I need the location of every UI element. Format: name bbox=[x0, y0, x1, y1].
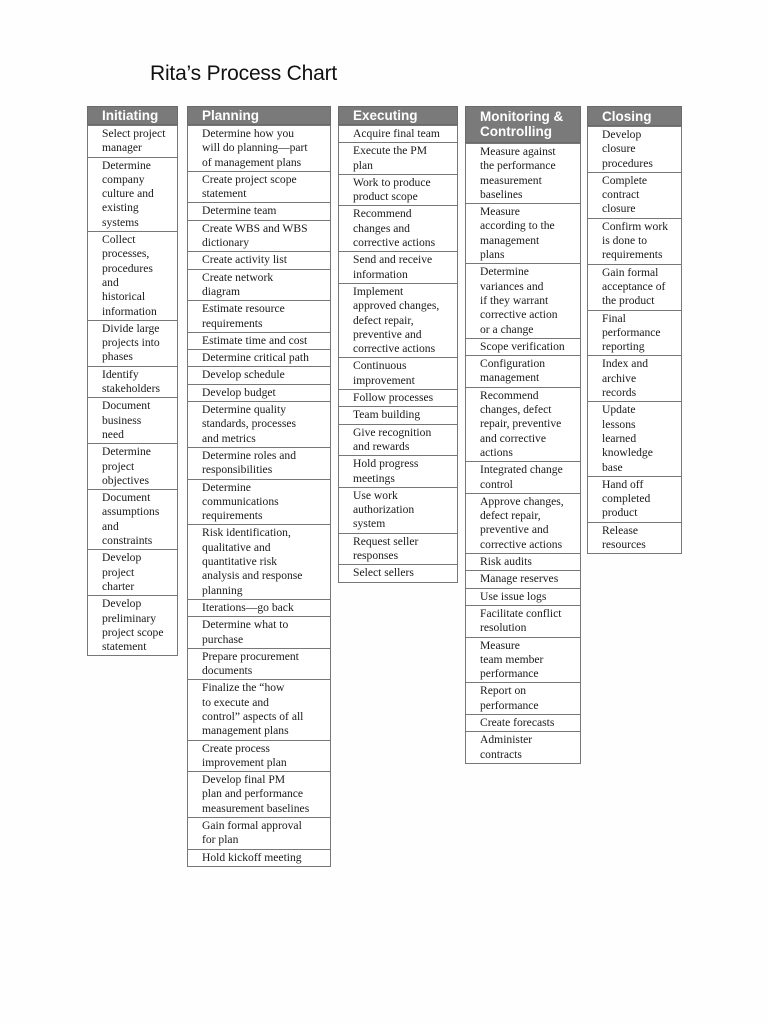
process-item: Request seller responses bbox=[338, 534, 458, 566]
column-executing bbox=[338, 106, 458, 583]
process-item: Determine quality standards, processes and metrics bbox=[187, 402, 331, 448]
process-item: Recommend changes, defect repair, preventive and corrective actions bbox=[465, 388, 581, 462]
process-item: Determine critical path bbox=[187, 350, 331, 367]
page-title: Rita’s Process Chart bbox=[150, 62, 338, 85]
process-item: Hold kickoff meeting bbox=[187, 850, 331, 867]
process-item: Determine project objectives bbox=[87, 444, 178, 490]
process-item: Facilitate conflict resolution bbox=[465, 606, 581, 638]
process-item: Estimate time and cost bbox=[187, 333, 331, 350]
process-item: Measure against the performance measurement baselines bbox=[465, 143, 581, 204]
process-item: Document assumptions and constraints bbox=[87, 490, 178, 550]
process-item: Release resources bbox=[587, 523, 682, 555]
process-item: Select project manager bbox=[87, 125, 178, 158]
process-item: Determine team bbox=[187, 203, 331, 220]
column-initiating bbox=[87, 106, 178, 656]
column-planning bbox=[187, 106, 331, 867]
process-item: Use issue logs bbox=[465, 589, 581, 606]
process-list bbox=[465, 143, 581, 764]
column-monitoring-controlling bbox=[465, 106, 581, 764]
process-item: Integrated change control bbox=[465, 462, 581, 494]
process-item: Determine communications requirements bbox=[187, 480, 331, 526]
process-item: Estimate resource requirements bbox=[187, 301, 331, 333]
process-item: Index and archive records bbox=[587, 356, 682, 402]
process-item: Determine roles and responsibilities bbox=[187, 448, 331, 480]
column-header: Closing bbox=[587, 106, 682, 126]
column-closing bbox=[587, 106, 682, 554]
process-item: Create project scope statement bbox=[187, 172, 331, 204]
process-list bbox=[338, 125, 458, 583]
process-item: Confirm work is done to requirements bbox=[587, 219, 682, 265]
process-item: Create process improvement plan bbox=[187, 741, 331, 773]
process-item: Finalize the “how to execute and control” aspects of all management plans bbox=[187, 680, 331, 740]
column-header: Planning bbox=[187, 106, 331, 125]
process-item: Create WBS and WBS dictionary bbox=[187, 221, 331, 253]
process-item: Hand off completed product bbox=[587, 477, 682, 523]
process-item: Manage reserves bbox=[465, 571, 581, 588]
process-item: Iterations—go back bbox=[187, 600, 331, 617]
process-item: Develop preliminary project scope statement bbox=[87, 596, 178, 656]
process-item: Hold progress meetings bbox=[338, 456, 458, 488]
process-item: Risk identification, qualitative and quantitative risk analysis and response planning bbox=[187, 525, 331, 599]
process-item: Determine how you will do planning—part of management plans bbox=[187, 125, 331, 172]
process-item: Gain formal acceptance of the product bbox=[587, 265, 682, 311]
process-list bbox=[87, 125, 178, 656]
process-item: Work to produce product scope bbox=[338, 175, 458, 207]
process-item: Send and receive information bbox=[338, 252, 458, 284]
process-item: Implement approved changes, defect repair, preventive and corrective actions bbox=[338, 284, 458, 358]
process-item: Divide large projects into phases bbox=[87, 321, 178, 367]
process-item: Continuous improvement bbox=[338, 358, 458, 390]
process-item: Prepare procurement documents bbox=[187, 649, 331, 681]
process-item: Gain formal approval for plan bbox=[187, 818, 331, 850]
process-item: Measure according to the management plans bbox=[465, 204, 581, 264]
process-item: Create network diagram bbox=[187, 270, 331, 302]
process-item: Determine variances and if they warrant corrective action or a change bbox=[465, 264, 581, 338]
process-item: Develop budget bbox=[187, 385, 331, 402]
process-item: Complete contract closure bbox=[587, 173, 682, 219]
process-item: Create activity list bbox=[187, 252, 331, 269]
process-item: Follow processes bbox=[338, 390, 458, 407]
process-item: Configuration management bbox=[465, 356, 581, 388]
process-item: Final performance reporting bbox=[587, 311, 682, 357]
process-item: Develop final PM plan and performance measurement baselines bbox=[187, 772, 331, 818]
process-item: Develop closure procedures bbox=[587, 126, 682, 173]
process-item: Scope verification bbox=[465, 339, 581, 356]
process-item: Execute the PM plan bbox=[338, 143, 458, 175]
process-item: Update lessons learned knowledge base bbox=[587, 402, 682, 476]
process-item: Determine company culture and existing systems bbox=[87, 158, 178, 232]
process-item: Determine what to purchase bbox=[187, 617, 331, 649]
column-header: Monitoring & Controlling bbox=[465, 106, 581, 143]
process-item: Report on performance bbox=[465, 683, 581, 715]
process-item: Measure team member performance bbox=[465, 638, 581, 684]
process-item: Recommend changes and corrective actions bbox=[338, 206, 458, 252]
process-item: Team building bbox=[338, 407, 458, 424]
process-item: Risk audits bbox=[465, 554, 581, 571]
process-item: Create forecasts bbox=[465, 715, 581, 732]
process-item: Approve changes, defect repair, preventive and corrective actions bbox=[465, 494, 581, 554]
process-item: Select sellers bbox=[338, 565, 458, 582]
process-item: Give recognition and rewards bbox=[338, 425, 458, 457]
process-list bbox=[587, 126, 682, 554]
process-item: Use work authorization system bbox=[338, 488, 458, 534]
process-item: Administer contracts bbox=[465, 732, 581, 764]
column-header: Initiating bbox=[87, 106, 178, 125]
process-item: Identify stakeholders bbox=[87, 367, 178, 399]
column-header: Executing bbox=[338, 106, 458, 125]
process-item: Document business need bbox=[87, 398, 178, 444]
process-item: Develop schedule bbox=[187, 367, 331, 384]
process-item: Collect processes, procedures and historical information bbox=[87, 232, 178, 321]
process-item: Develop project charter bbox=[87, 550, 178, 596]
process-item: Acquire final team bbox=[338, 125, 458, 143]
process-list bbox=[187, 125, 331, 867]
